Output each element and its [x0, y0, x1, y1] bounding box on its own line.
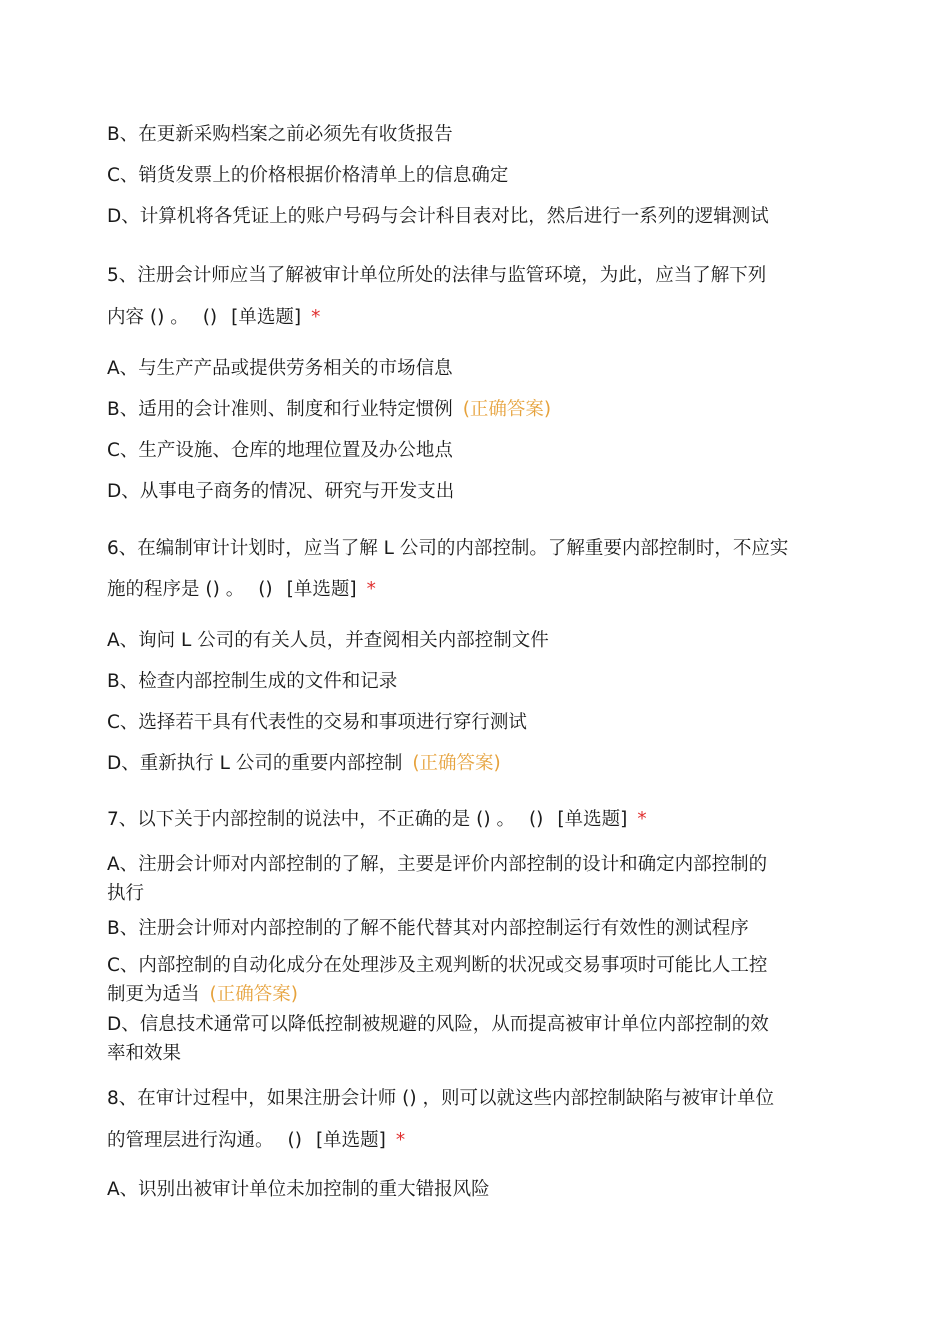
q8-stem-line2 [107, 1127, 405, 1155]
option-text: D、重新执行 L 公司的重要内部控制 [107, 753, 403, 774]
q7-option-c-line1[interactable] [107, 952, 767, 980]
option-text: 执行 [107, 883, 145, 904]
q6-option-c[interactable] [107, 709, 527, 737]
q6-stem-line2 [107, 576, 376, 604]
option-text: B、适用的会计准则、制度和行业特定惯例 [107, 399, 453, 420]
q5-option-a[interactable] [107, 355, 453, 383]
q5-option-b[interactable] [107, 396, 551, 424]
correct-answer-tag: (正确答案) [209, 984, 298, 1005]
required-marker: * [311, 307, 321, 328]
q4-option-c[interactable] [107, 162, 508, 190]
q5-option-c[interactable] [107, 437, 453, 465]
question-text: 7、以下关于内部控制的说法中，不正确的是 () 。 [107, 809, 515, 830]
question-text: 5、注册会计师应当了解被审计单位所处的法律与监管环境，为此，应当了解下列 [107, 265, 767, 286]
q5-stem-line2 [107, 304, 320, 332]
question-type-label: [单选题] [315, 1130, 386, 1151]
q7-option-c-line2[interactable] [107, 981, 298, 1009]
option-text: 率和效果 [107, 1043, 182, 1064]
answer-blank: () [287, 1130, 302, 1151]
q6-option-d[interactable] [107, 750, 501, 778]
option-text: C、内部控制的自动化成分在处理涉及主观判断的状况或交易事项时可能比人工控 [107, 955, 768, 976]
question-text: 施的程序是 () 。 [107, 579, 245, 600]
option-text: B、注册会计师对内部控制的了解不能代替其对内部控制运行有效性的测试程序 [107, 918, 749, 939]
option-text: 制更为适当 [107, 984, 200, 1005]
option-text: C、选择若干具有代表性的交易和事项进行穿行测试 [107, 712, 527, 733]
question-text: 内容 () 。 [107, 307, 189, 328]
q6-option-b[interactable] [107, 668, 397, 696]
option-text: A、询问 L 公司的有关人员，并查阅相关内部控制文件 [107, 630, 549, 651]
q7-option-b[interactable] [107, 915, 749, 943]
question-type-label: [单选题] [231, 307, 302, 328]
q7-option-d-line2[interactable] [107, 1040, 181, 1068]
answer-blank: () [258, 579, 273, 600]
question-text: 的管理层进行沟通。 [107, 1130, 274, 1151]
q5-stem-line1 [107, 262, 766, 290]
option-text: A、注册会计师对内部控制的了解，主要是评价内部控制的设计和确定内部控制的 [107, 854, 768, 875]
q8-stem-line1 [107, 1085, 774, 1113]
option-text: C、生产设施、仓库的地理位置及办公地点 [107, 440, 453, 461]
q4-option-b[interactable] [107, 121, 453, 149]
q7-stem-line1 [107, 806, 647, 834]
correct-answer-tag: (正确答案) [412, 753, 501, 774]
option-text: D、从事电子商务的情况、研究与开发支出 [107, 481, 455, 502]
answer-blank: () [202, 307, 218, 328]
option-text: B、在更新采购档案之前必须先有收货报告 [107, 124, 453, 145]
question-type-label: [单选题] [286, 579, 357, 600]
q7-option-d-line1[interactable] [107, 1011, 769, 1039]
q6-stem-line1 [107, 535, 788, 563]
question-type-label: [单选题] [557, 809, 628, 830]
option-text: A、与生产产品或提供劳务相关的市场信息 [107, 358, 453, 379]
q6-option-a[interactable] [107, 627, 549, 655]
option-text: D、计算机将各凭证上的账户号码与会计科目表对比，然后进行一系列的逻辑测试 [107, 206, 769, 227]
required-marker: * [395, 1130, 406, 1151]
q7-option-a-line2[interactable] [107, 880, 144, 908]
option-text: C、销货发票上的价格根据价格清单上的信息确定 [107, 165, 509, 186]
q7-option-a-line1[interactable] [107, 851, 767, 879]
option-text: D、信息技术通常可以降低控制被规避的风险，从而提高被审计单位内部控制的效 [107, 1014, 769, 1035]
question-text: 6、在编制审计计划时，应当了解 L 公司的内部控制。了解重要内部控制时，不应实 [107, 538, 789, 559]
answer-blank: () [528, 809, 544, 830]
q4-option-d[interactable] [107, 203, 769, 231]
question-text: 8、在审计过程中，如果注册会计师 () ，则可以就这些内部控制缺陷与被审计单位 [107, 1088, 774, 1109]
option-text: B、检查内部控制生成的文件和记录 [107, 671, 398, 692]
correct-answer-tag: (正确答案) [462, 399, 552, 420]
q8-option-a[interactable] [107, 1176, 490, 1204]
option-text: A、识别出被审计单位未加控制的重大错报风险 [107, 1179, 490, 1200]
q5-option-d[interactable] [107, 478, 454, 506]
required-marker: * [366, 579, 376, 600]
required-marker: * [637, 809, 647, 830]
